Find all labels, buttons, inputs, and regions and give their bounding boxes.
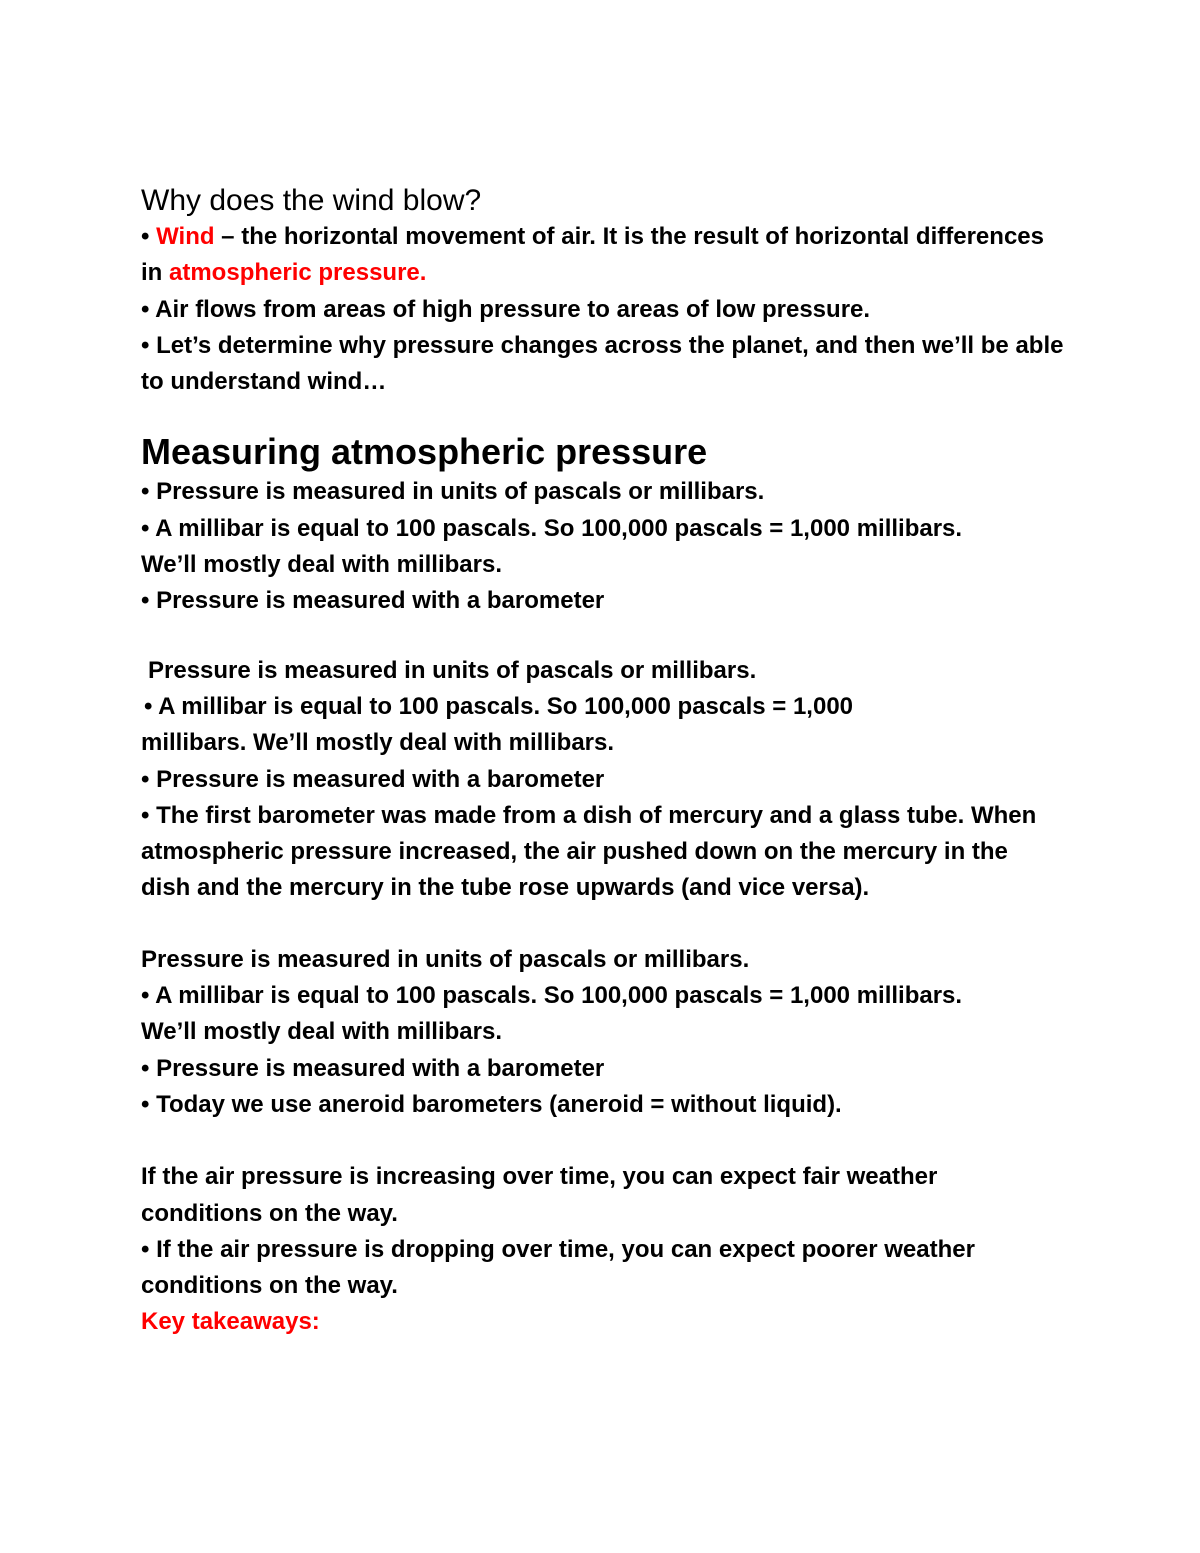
section-weather	[141, 1159, 1071, 1340]
spacer	[141, 400, 1071, 430]
bullet-millibar: • A millibar is equal to 100 pascals. So 100,000 pascals = 1,000	[144, 692, 854, 720]
bullet-air-flows: • Air flows from areas of high pressure to areas of low pressure.	[141, 295, 871, 323]
para-units: Pressure is measured in units of pascals or millibars.	[141, 945, 750, 973]
section-aneroid	[141, 942, 1071, 1123]
term-wind: Wind	[156, 223, 215, 250]
bullet-first-barometer: • The first barometer was made from a dish of mercury and a glass tube. When atmospheric pressure increased, the air pushed down on the mercury in the dish and the mercury in the tube rose upwards (and vice versa).	[141, 801, 1037, 902]
heading-measuring-pressure: Measuring atmospheric pressure	[141, 431, 708, 473]
para-units: Pressure is measured in units of pascals or millibars.	[148, 656, 757, 684]
spacer	[141, 1123, 1071, 1159]
para-increasing-pressure: If the air pressure is increasing over time, you can expect fair weather conditions on the way.	[141, 1163, 938, 1227]
spacer	[141, 620, 1071, 653]
bullet-millibar: • A millibar is equal to 100 pascals. So 100,000 pascals = 1,000 millibars. We’ll mostly deal with millibars.	[141, 982, 963, 1046]
bullet-millibar: • A millibar is equal to 100 pascals. So 100,000 pascals = 1,000 millibars. We’ll mostly deal with millibars.	[141, 514, 963, 579]
section-first-barometer	[141, 653, 1071, 907]
bullet-determine-pressure: • Let’s determine why pressure changes across the planet, and then we’ll be able to understand wind…	[141, 331, 1064, 396]
heading-why-wind: Why does the wind blow?	[141, 184, 482, 217]
section-wind	[141, 181, 1071, 400]
bullet-millibar-cont: millibars. We’ll mostly deal with millibars.	[141, 729, 615, 757]
bullet-barometer: • Pressure is measured with a barometer	[141, 1054, 605, 1082]
bullet-units: • Pressure is measured in units of pascals or millibars.	[141, 478, 765, 506]
wind-definition-text: – the horizontal movement of air. It is the result of horizontal differences in	[141, 223, 1044, 287]
spacer	[141, 907, 1071, 942]
bullet-aneroid: • Today we use aneroid barometers (aneroid = without liquid).	[141, 1090, 842, 1118]
term-atmospheric-pressure: atmospheric pressure.	[169, 259, 427, 287]
key-takeaways-label: Key takeaways:	[141, 1308, 320, 1336]
bullet-dropping-pressure: • If the air pressure is dropping over time, you can expect poorer weather conditions on the way.	[141, 1235, 975, 1300]
document-page	[141, 181, 1071, 1341]
bullet-barometer: • Pressure is measured with a barometer	[141, 765, 605, 793]
section-measuring	[141, 430, 1071, 619]
bullet-barometer: • Pressure is measured with a barometer	[141, 587, 605, 615]
bullet-mark: •	[141, 223, 157, 250]
bullet-wind-definition	[141, 219, 1071, 292]
